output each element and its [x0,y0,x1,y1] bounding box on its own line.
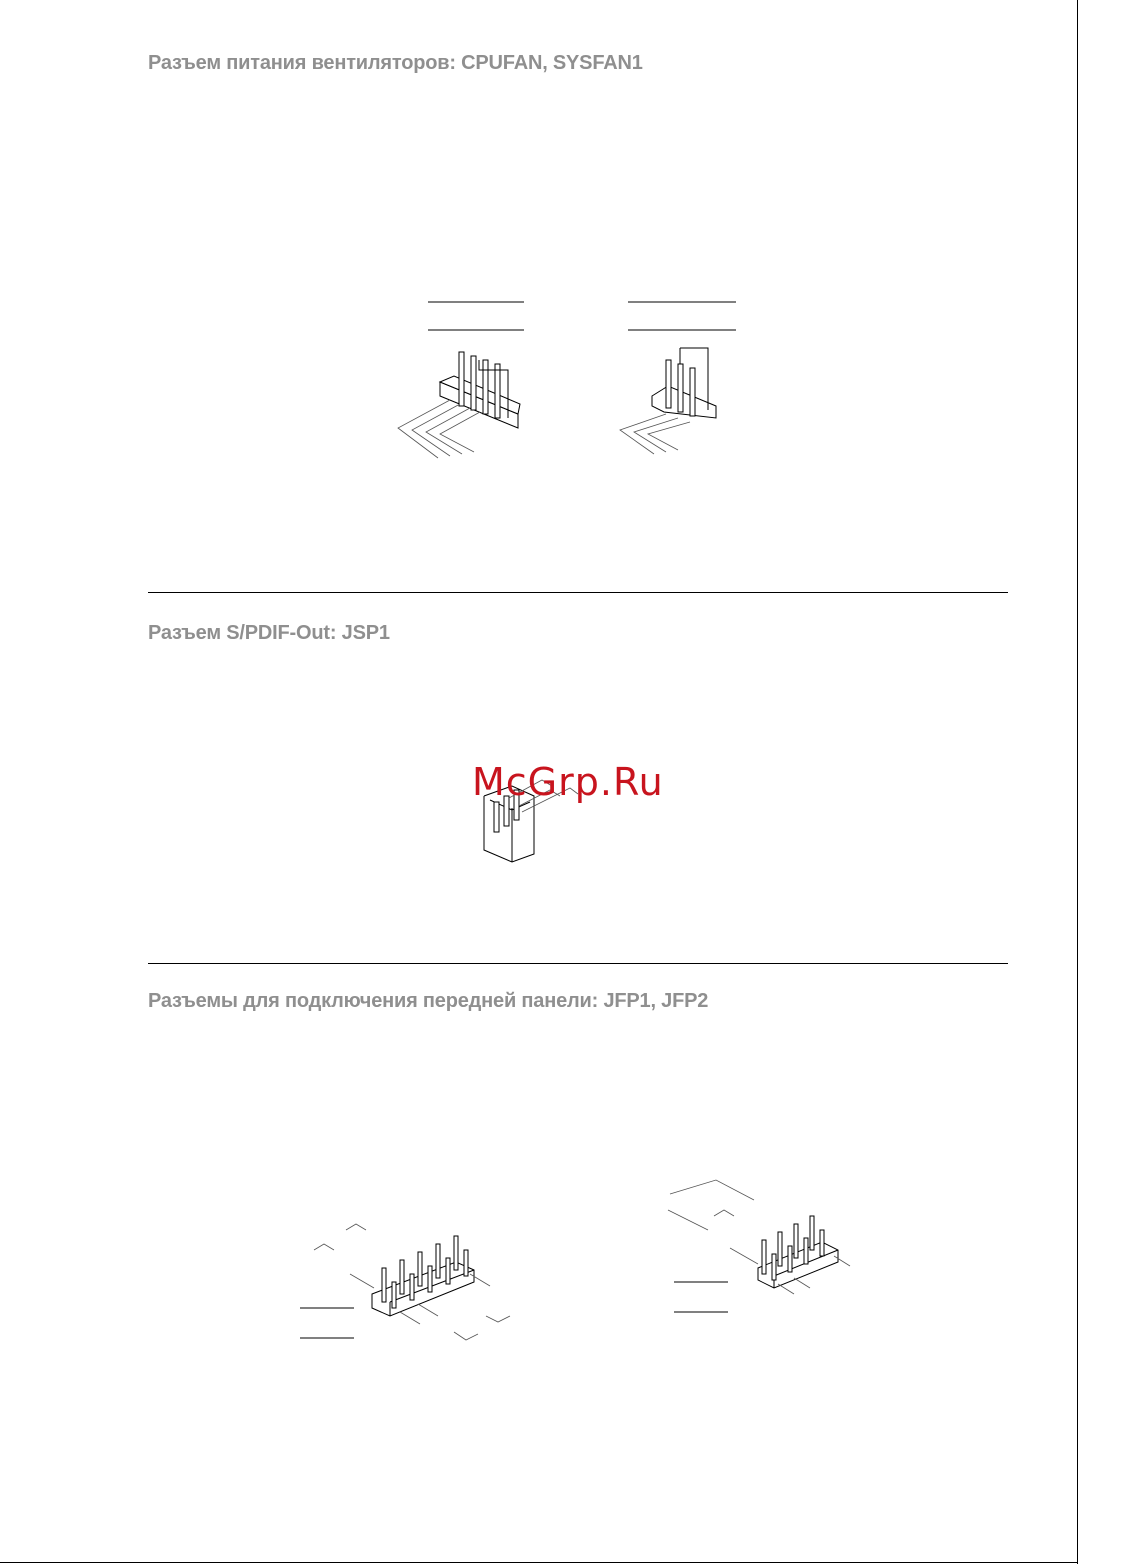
section-heading-fan-connectors: Разъем питания вентиляторов: CPUFAN, SYSFAN1 [148,52,643,74]
pin-leader [400,1312,420,1324]
pin [678,364,683,412]
pin [446,1258,450,1284]
pin-leader [714,1210,734,1216]
section-divider [148,963,1008,964]
pin [392,1282,396,1308]
pin-leader [730,1248,758,1264]
section-heading-spdif-out: Разъем S/PDIF-Out: JSP1 [148,622,390,644]
fan-connector-diagrams [380,290,750,470]
pin [483,360,488,414]
connector-base [652,386,716,418]
page-bottom-border [0,1562,1078,1563]
pin [820,1230,824,1256]
pin-leader [398,400,450,458]
pin [690,368,695,416]
pin [762,1240,766,1274]
pin [471,356,476,410]
watermark-logo: McGrp.Ru [472,760,664,804]
pin [772,1254,776,1280]
pin [428,1266,432,1292]
pin-leader [314,1244,334,1250]
pin [794,1224,798,1258]
pin-leader [648,422,690,450]
pin [810,1216,814,1250]
pin [788,1246,792,1272]
pin-leader [346,1224,366,1230]
pin [382,1268,386,1302]
pin [454,1236,458,1270]
pin [495,364,500,418]
pin [464,1250,468,1276]
pin [778,1232,782,1266]
jfp2-connector [668,1180,850,1312]
pin [410,1274,414,1300]
cpufan-4pin-connector [398,302,524,458]
section-divider [148,592,1008,593]
pin-leader [778,1284,794,1294]
pin-leader [350,1274,374,1288]
pin-leader [454,1332,478,1340]
pin-leader [794,1278,810,1288]
pin-leader [418,1304,438,1316]
front-panel-connector-diagrams [290,1170,870,1360]
pin [666,360,671,408]
pin [459,352,464,406]
pin [400,1260,404,1294]
pin-leader [426,408,470,454]
pin-leader [486,1316,510,1322]
page-right-border [1077,0,1078,1564]
pin [494,802,499,832]
pin [804,1238,808,1264]
pin-leader [668,1210,708,1230]
pin [418,1252,422,1286]
pin-leader [670,1180,754,1200]
sysfan1-3pin-connector [620,302,736,454]
pin-leader [440,412,480,452]
pin [436,1244,440,1278]
section-heading-front-panel: Разъемы для подключения передней панели: JFP1, JFP2 [148,990,709,1012]
jfp1-connector [300,1224,510,1340]
